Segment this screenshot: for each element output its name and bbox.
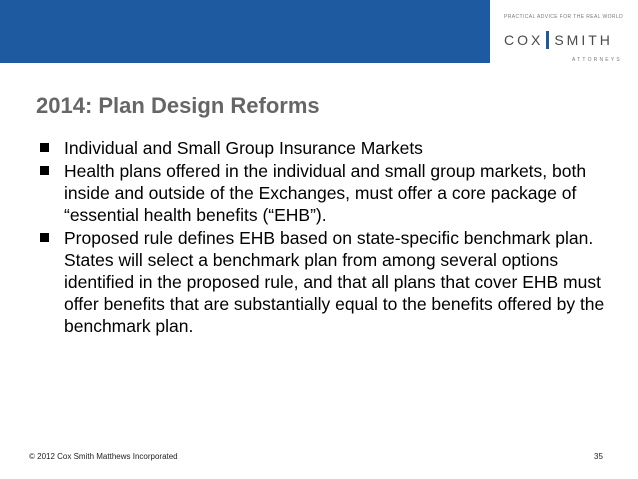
bullet-item (36, 160, 606, 226)
logo-name-left: COX (504, 32, 544, 48)
header-band (0, 0, 490, 63)
slide-title: 2014: Plan Design Reforms (36, 93, 320, 118)
logo-divider (546, 31, 549, 49)
cox-smith-logo (490, 0, 638, 80)
page-number: 35 (594, 452, 603, 461)
bullet-text: Individual and Small Group Insurance Markets (64, 138, 423, 158)
logo-wordmark (504, 31, 613, 49)
logo-tagline: PRACTICAL ADVICE FOR THE REAL WORLD (504, 14, 624, 20)
bullet-item (36, 227, 606, 337)
bullet-item (36, 137, 606, 159)
footer-copyright: © 2012 Cox Smith Matthews Incorporated (29, 452, 178, 461)
bullet-text: Health plans offered in the individual and small group markets, both inside and outside of the Exchanges, must offer a core package of “essential health benefits (“EHB”). (64, 161, 587, 225)
square-bullet-icon (40, 166, 49, 175)
bullet-list (36, 137, 606, 338)
logo-subtitle: ATTORNEYS (572, 57, 622, 63)
square-bullet-icon (40, 143, 49, 152)
bullet-text: Proposed rule defines EHB based on state-specific benchmark plan. States will select a benchmark plan from among several options identified in the proposed rule, and that all plans that cover EHB must offer benefits that are substantially equal to the benefits offered by the benchmark plan. (64, 228, 605, 336)
logo-name-right: SMITH (554, 32, 613, 48)
square-bullet-icon (40, 233, 49, 242)
